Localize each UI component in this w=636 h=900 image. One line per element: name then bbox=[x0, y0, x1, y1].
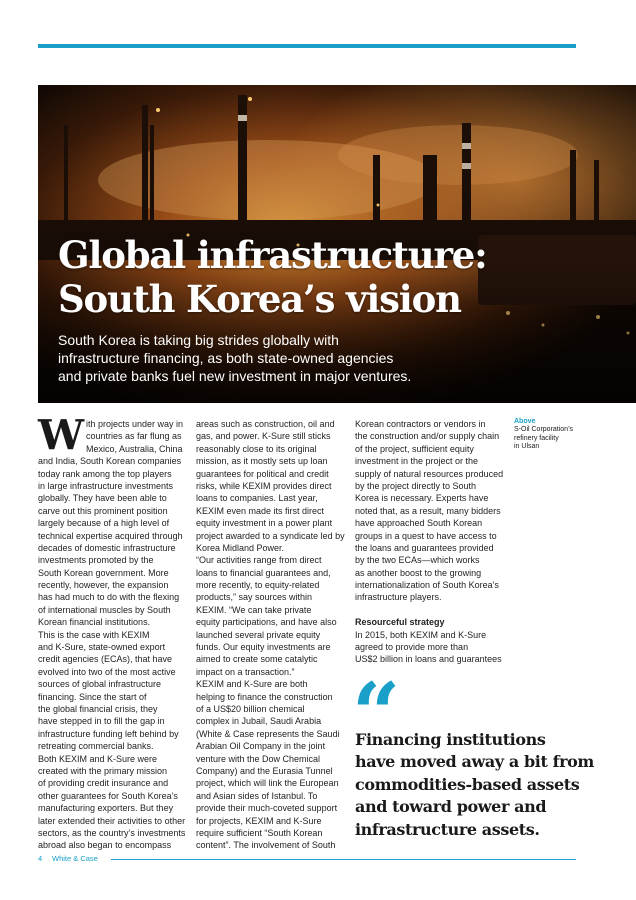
pull-quote-line: and toward power and bbox=[355, 797, 547, 817]
body-line: other guarantees for South Korea’s bbox=[38, 790, 178, 801]
body-line: Company) and the Eurasia Tunnel bbox=[196, 765, 333, 776]
body-line: require sufficient “South Korean bbox=[196, 827, 323, 838]
body-line: US$2 billion in loans and guarantees bbox=[355, 654, 502, 665]
body-line: This is the case with KEXIM bbox=[38, 629, 150, 640]
body-line: sectors, as the country’s investments bbox=[38, 827, 186, 838]
standfirst-line: infrastructure financing, as both state-owned agencies bbox=[58, 350, 394, 366]
body-line: loans to companies. Last year, bbox=[196, 493, 318, 504]
spacer bbox=[355, 604, 500, 616]
standfirst-line: South Korea is taking big strides globally with bbox=[58, 332, 339, 348]
body-line: of a US$20 billion chemical bbox=[196, 703, 305, 714]
body-line: funds. Our equity investments are bbox=[196, 642, 331, 653]
body-line: evolved into two of the most active bbox=[38, 666, 176, 677]
body-line: South Korean government. More bbox=[38, 567, 169, 578]
body-line: supply of natural resources produced bbox=[355, 468, 504, 479]
body-line: provide their much-coveted support bbox=[196, 803, 338, 814]
body-line: Korean financial institutions. bbox=[38, 617, 151, 628]
body-line: of the project, sufficient equity bbox=[355, 443, 474, 454]
body-line: has had much to do with the flexing bbox=[38, 592, 180, 603]
body-line: (White & Case represents the Saudi bbox=[196, 728, 340, 739]
page-title bbox=[58, 233, 487, 321]
body-line: Arabian Oil Company in the joint bbox=[196, 741, 326, 752]
body-line: noted that, as a result, many bidders bbox=[355, 505, 501, 516]
body-line: investment in the project or the bbox=[355, 456, 479, 467]
body-line: later extended their activities to other bbox=[38, 815, 186, 826]
body-line: created with the primary mission bbox=[38, 765, 168, 776]
body-line: agreed to provide more than bbox=[355, 642, 469, 653]
body-line: technical expertise acquired through bbox=[38, 530, 183, 541]
body-line: countries as far flung as bbox=[86, 431, 182, 442]
page-footer bbox=[38, 853, 576, 865]
body-line: impact on a transaction.” bbox=[196, 666, 295, 677]
article-column-3 bbox=[355, 418, 504, 666]
body-line: as another boost to the growing bbox=[355, 567, 482, 578]
title-line: Global infrastructure: bbox=[58, 233, 487, 277]
body-line: In 2015, both KEXIM and K-Sure bbox=[355, 629, 487, 640]
body-line: Both KEXIM and K-Sure were bbox=[38, 753, 158, 764]
body-line: financing. Since the start of bbox=[38, 691, 147, 702]
body-line: today rank among the top players bbox=[38, 468, 172, 479]
body-line: investments promoted by the bbox=[38, 555, 154, 566]
pull-quote-line: commodities-based assets bbox=[355, 774, 580, 794]
body-line: Korea is necessary. Experts have bbox=[355, 493, 489, 504]
body-line: credit agencies (ECAs), that have bbox=[38, 654, 173, 665]
body-line: content”. The involvement of South bbox=[196, 840, 336, 851]
body-line: project awarded to a syndicate led by bbox=[196, 530, 345, 541]
body-line: in large infrastructure investments bbox=[38, 480, 174, 491]
body-line: loans to financial guarantees and, bbox=[196, 567, 331, 578]
body-line: KEXIM. “We can take private bbox=[196, 604, 312, 615]
body-line: the construction and/or supply chain bbox=[355, 431, 500, 442]
body-line: gas, and power. K-Sure still sticks bbox=[196, 431, 331, 442]
body-line: launched several private equity bbox=[196, 629, 321, 640]
page-number: 4 bbox=[38, 854, 43, 863]
body-line: Korea Midland Power. bbox=[196, 542, 285, 553]
body-line: Korean contractors or vendors in bbox=[355, 419, 486, 429]
body-line: for projects, KEXIM and K-Sure bbox=[196, 815, 322, 826]
caption-label: Above bbox=[514, 418, 536, 425]
body-line: complex in Jubail, Saudi Arabia bbox=[196, 716, 322, 727]
body-line: equity investment in a power plant bbox=[196, 518, 333, 529]
body-line: ith projects under way in bbox=[86, 419, 184, 429]
body-line: sources of global infrastructure bbox=[38, 679, 162, 690]
hero-image bbox=[38, 85, 636, 403]
body-line: have approached South Korean bbox=[355, 518, 483, 529]
body-line: by the project directly to South bbox=[355, 480, 477, 491]
body-line: internationalization of South Korea’s bbox=[355, 580, 499, 591]
caption-line: S-Oil Corporation’s bbox=[514, 426, 574, 434]
body-line: groups in a quest to have access to bbox=[355, 530, 497, 541]
article-column-2 bbox=[196, 418, 345, 852]
pull-quote bbox=[355, 729, 594, 841]
body-line: by the two ECAs—which works bbox=[355, 555, 480, 566]
footer-rule bbox=[111, 859, 576, 860]
body-line: have stepped in to fill the gap in bbox=[38, 716, 165, 727]
body-line: risks, while KEXIM provides direct bbox=[196, 480, 332, 491]
caption-line: in Ulsan bbox=[514, 442, 540, 450]
caption-line: refinery facility bbox=[514, 434, 559, 442]
body-line: and India, South Korean companies bbox=[38, 456, 182, 467]
body-line: guarantees for political and credit bbox=[196, 468, 329, 479]
article-column-1 bbox=[38, 411, 186, 852]
top-rule bbox=[38, 44, 576, 48]
body-line: reasonably close to its original bbox=[196, 443, 317, 454]
pull-quote-line: Financing institutions bbox=[355, 730, 546, 749]
body-line: globally. They have been able to bbox=[38, 493, 167, 504]
body-line: carve out this prominent position bbox=[38, 505, 168, 516]
body-line: areas such as construction, oil and bbox=[196, 419, 335, 429]
body-line: and K-Sure, state-owned export bbox=[38, 642, 166, 653]
section-subhead: Resourceful strategy bbox=[355, 617, 445, 628]
body-line: venture with the Dow Chemical bbox=[196, 753, 321, 764]
body-line: of providing credit insurance and bbox=[38, 778, 169, 789]
body-line: project, which will link the European bbox=[196, 778, 339, 789]
body-line: retreating commercial banks. bbox=[38, 741, 154, 752]
body-line: the global financial crisis, they bbox=[38, 703, 158, 714]
title-line: South Korea’s vision bbox=[58, 277, 461, 321]
body-line: helping to finance the construction bbox=[196, 691, 333, 702]
standfirst-line: and private banks fuel new investment in major ventures. bbox=[58, 368, 412, 384]
body-line: largely because of a high level of bbox=[38, 518, 170, 529]
body-line: KEXIM even made its first direct bbox=[196, 505, 325, 516]
body-line: manufacturing exporters. But they bbox=[38, 803, 174, 814]
body-line: of international muscles by South bbox=[38, 604, 171, 615]
body-line: equity participations, and have also bbox=[196, 617, 337, 628]
body-line: abroad also began to encompass bbox=[38, 840, 172, 851]
body-line: more recently, to equity-related bbox=[196, 580, 320, 591]
standfirst bbox=[58, 331, 438, 385]
body-line: and Asian sides of Istanbul. To bbox=[196, 790, 318, 801]
body-line: products,” say sources within bbox=[196, 592, 313, 603]
drop-cap: W bbox=[38, 411, 85, 459]
publisher-name: White & Case bbox=[52, 854, 98, 863]
body-line: mission, as it mostly sets up loan bbox=[196, 456, 328, 467]
body-line: decades of domestic infrastructure bbox=[38, 542, 176, 553]
body-line: Mexico, Australia, China bbox=[86, 443, 183, 454]
photo-caption bbox=[514, 418, 614, 451]
pull-quote-line: infrastructure assets. bbox=[355, 819, 540, 839]
pull-quote-line: have moved away a bit from bbox=[355, 752, 594, 772]
body-line: infrastructure funding left behind by bbox=[38, 728, 179, 739]
body-line: “Our activities range from direct bbox=[196, 555, 322, 566]
body-line: aimed to create some catalytic bbox=[196, 654, 318, 665]
quote-mark-icon: “ bbox=[352, 664, 401, 763]
body-line: recently, however, the expansion bbox=[38, 580, 169, 591]
body-line: KEXIM and K-Sure are both bbox=[196, 679, 308, 690]
body-line: the loans and guarantees provided bbox=[355, 542, 494, 553]
body-line: infrastructure players. bbox=[355, 592, 442, 603]
